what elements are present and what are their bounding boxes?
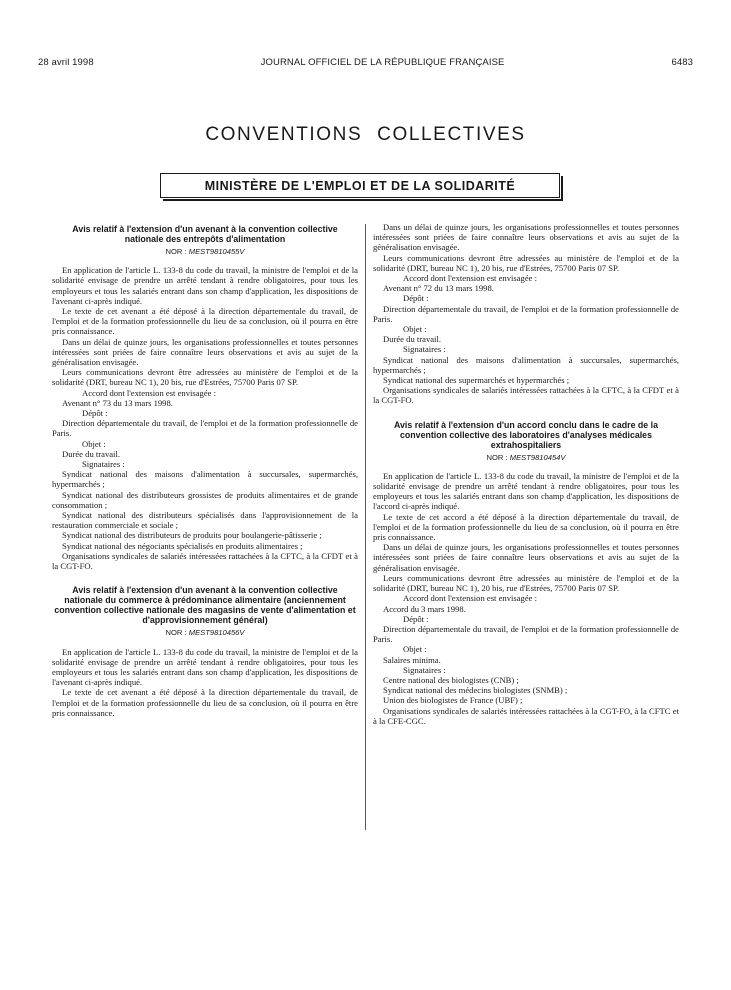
signatory: Syndicat national des distributeurs grossistes de produits alimentaires et de grande consommation ; [52, 489, 358, 510]
signatory: Syndicat national des négociants spécialisés en produits alimentaires ; [62, 540, 303, 551]
column-divider [365, 224, 366, 830]
paragraph: Dans un délai de quinze jours, les organisations professionnelles et toutes personnes intéressées sont priées de faire connaître leurs observations et avis au sujet de la généralisation envisagée. [52, 336, 358, 368]
signatory: Syndicat national des médecins biologistes (SNMB) ; [383, 685, 568, 696]
nor-label: NOR : [165, 628, 187, 638]
paragraph: Leurs communications devront être adressées au ministère de l'emploi et de la solidarité (DRT, bureau NC 1), 20 bis, rue d'Estrées, 75700 Paris 07 SP. [52, 367, 358, 388]
label-line: Objet : [403, 644, 427, 655]
paragraph: Durée du travail. [62, 448, 120, 459]
label-line: Dépôt : [403, 293, 429, 304]
label-line: Dépôt : [403, 613, 429, 624]
nor-code: MEST9810454V [509, 452, 566, 462]
signatory: Organisations syndicales de salariés intéressées rattachées à la CFTC, à la CFDT et à la CGT-FO. [52, 550, 358, 572]
notice-title: Avis relatif à l'extension d'un accord conclu dans le cadre de la convention collective des laboratoires d'analyses médicales extrahospitaliers [394, 419, 658, 450]
signatory: Organisations syndicales de salariés intéressées rattachées à la CGT-FO, à la CFTC et à la CFE-CGC. [373, 705, 679, 726]
signatory: Syndicat national des supermarchés et hypermarchés ; [383, 375, 570, 386]
ministry-name: MINISTÈRE DE L'EMPLOI ET DE LA SOLIDARITÉ [204, 178, 516, 193]
nor-label: NOR : [165, 247, 187, 256]
label-line: Signataires : [403, 664, 446, 675]
paragraph: Direction départementale du travail, de l'emploi et de la formation professionnelle de Paris. [52, 418, 358, 439]
paragraph: Leurs communications devront être adressées au ministère de l'emploi et de la solidarité (DRT, bureau NC 1), 20 bis, rue d'Estrées, 75700 Paris 07 SP. [373, 572, 679, 594]
nor-code: MEST9810456V [188, 628, 245, 638]
label-line: Objet : [403, 324, 427, 335]
signatory: Centre national des biologistes (CNB) ; [383, 674, 519, 685]
nor-reference [373, 453, 679, 463]
header-date: 28 avril 1998 [38, 57, 94, 68]
paragraph: Avenant n° 73 du 13 mars 1998. [62, 397, 173, 408]
signatory: Syndicat national des maisons d'alimentation à succursales, supermarchés, hypermarchés ; [373, 354, 679, 375]
signatory: Syndicat national des maisons d'alimentation à succursales, supermarchés, hypermarchés ; [52, 469, 358, 490]
header-journal-name: JOURNAL OFFICIEL DE LA RÉPUBLIQUE FRANÇAISE [260, 57, 505, 68]
paragraph: En application de l'article L. 133-8 du code du travail, la ministre de l'emploi et de la solidarité envisage de prendre un arrêté tendant à rendre obligatoires, pour tous les employeurs et tous les salariés entrant dans son champ d'application, les dispositions de l'avenant ci-après indiqué. [52, 646, 358, 688]
ministry-box [160, 173, 560, 198]
notice-title: Avis relatif à l'extension d'un avenant à la convention collective nationale du commerce à prédominance alimentaire (anciennement convention collective nationale des magasins de vente d'alimentation et d'approvisionnement général) [54, 585, 356, 626]
nor-code: MEST9810455V [188, 247, 245, 256]
right-column [373, 222, 679, 726]
paragraph: Dans un délai de quinze jours, les organisations professionnelles et toutes personnes intéressées sont priées de faire connaître leurs observations et avis au sujet de la généralisation envisagée. [373, 542, 679, 573]
paragraph: Avenant n° 72 du 13 mars 1998. [383, 283, 494, 294]
paragraph: Dans un délai de quinze jours, les organisations professionnelles et toutes personnes intéressées sont priées de faire connaître leurs observations et avis au sujet de la généralisation envisagée. [373, 222, 679, 253]
nor-label: NOR : [486, 452, 508, 462]
paragraph: Direction départementale du travail, de l'emploi et de la formation professionnelle de Paris. [373, 623, 679, 645]
label-line: Dépôt : [82, 408, 108, 419]
paragraph: Accord dont l'extension est envisagée : [82, 387, 216, 398]
paragraph: Direction départementale du travail, de l'emploi et de la formation professionnelle de Paris. [373, 303, 679, 324]
header-page-number: 6483 [671, 57, 693, 68]
notice-title: Avis relatif à l'extension d'un avenant à la convention collective nationale des entrepôts d'alimentation [72, 224, 338, 244]
paragraph: Leurs communications devront être adressées au ministère de l'emploi et de la solidarité (DRT, bureau NC 1), 20 bis, rue d'Estrées, 75700 Paris 07 SP. [373, 252, 679, 273]
paragraph: Salaires minima. [383, 654, 441, 665]
paragraph: Le texte de cet avenant a été déposé à la direction départementale du travail, de l'emploi et de la formation professionnelle du lieu de sa conclusion, où il pourra en être pris connaissance. [52, 687, 358, 718]
paragraph: Le texte de cet accord a été déposé à la direction départementale du travail, de l'emploi et de la formation professionnelle du lieu de sa conclusion, où il pourra en être pris connaissance. [373, 511, 679, 543]
label-line: Signataires : [403, 344, 446, 355]
paragraph: Durée du travail. [383, 334, 441, 345]
nor-reference [52, 247, 358, 257]
signatory: Organisations syndicales de salariés intéressées rattachées à la CFTC, à la CFDT et à la CGT-FO. [373, 385, 679, 406]
signatory: Syndicat national des distributeurs de produits pour boulangerie-pâtisserie ; [62, 530, 322, 541]
paragraph: En application de l'article L. 133-8 du code du travail, la ministre de l'emploi et de la solidarité envisage de prendre un arrêté tendant à rendre obligatoires, pour tous les employeurs et tous les salariés entrant dans son champ d'application, les dispositions de l'accord ci-après indiqué. [373, 470, 679, 512]
running-header [38, 57, 693, 68]
paragraph: Le texte de cet avenant a été déposé à la direction départementale du travail, de l'emploi et de la formation professionnelle du lieu de sa conclusion, où il pourra en être pris connaissance. [52, 306, 358, 337]
label-line: Signataires : [82, 459, 125, 470]
paragraph: En application de l'article L. 133-8 du code du travail, la ministre de l'emploi et de la solidarité envisage de prendre un arrêté tendant à rendre obligatoires, pour tous les employeurs et tous les salariés entrant dans son champ d'application, les dispositions de l'avenant ci-après indiqué. [52, 265, 358, 306]
nor-reference [52, 628, 358, 638]
section-title: CONVENTIONS COLLECTIVES [205, 124, 526, 145]
label-line: Objet : [82, 438, 106, 449]
signatory: Union des biologistes de France (UBF) ; [383, 695, 523, 706]
paragraph: Accord dont l'extension est envisagée : [403, 273, 537, 284]
left-column [52, 224, 358, 718]
signatory: Syndicat national des distributeurs spécialisés dans l'approvisionnement de la restauration commerciale et sociale ; [52, 510, 358, 531]
paragraph: Accord du 3 mars 1998. [383, 603, 466, 614]
paragraph: Accord dont l'extension est envisagée : [403, 593, 537, 604]
